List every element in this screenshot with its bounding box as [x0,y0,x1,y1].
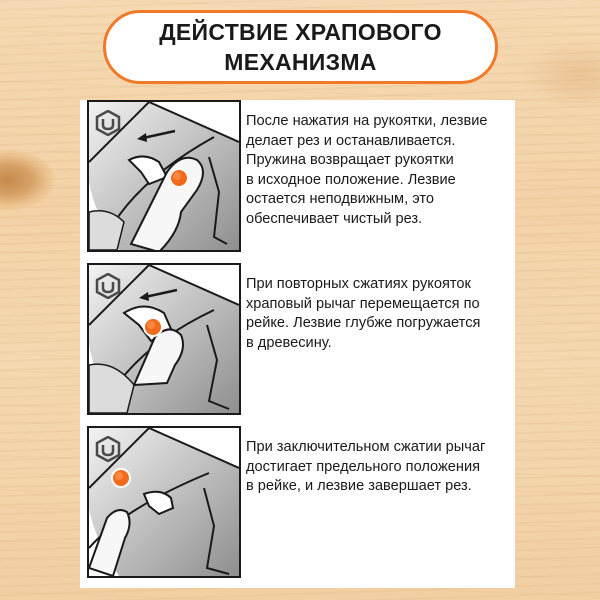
step-description: После нажатия на рукоятки, лезвие делает рез и останавливается. Пружина возвращает рукоятки в исходное положение. Лезвие остается неподвижным, это обеспечивает чистый рез. [246,113,488,227]
wood-grain [520,40,600,110]
step-description: При повторных сжатиях рукояток храповый рычаг перемещается по рейке. Лезвие глубже погружается в древесину. [246,276,481,351]
step-1 [80,100,515,252]
title-banner [103,10,498,84]
step-2 [80,263,515,415]
brand-logo-icon [95,110,121,136]
brand-logo-icon [95,436,121,462]
ratchet-illustration-step-3 [87,426,241,578]
steps-panel [80,100,515,588]
title-line-2: МЕХАНИЗМА [224,49,377,75]
step-description: При заключительном сжатии рычаг достигает предельного положения в рейке, и лезвие завершает рез. [246,439,486,494]
step-3 [80,426,515,578]
pivot-icon [109,466,133,490]
pivot-icon [141,315,165,339]
title-line-1: ДЕЙСТВИЕ ХРАПОВОГО [159,19,442,45]
brand-logo-icon [95,273,121,299]
ratchet-illustration-step-1 [87,100,241,252]
direction-arrow-icon [139,287,179,301]
direction-arrow-icon [137,128,177,142]
pivot-icon [167,166,191,190]
wood-knot [0,150,55,210]
ratchet-illustration-step-2 [87,263,241,415]
